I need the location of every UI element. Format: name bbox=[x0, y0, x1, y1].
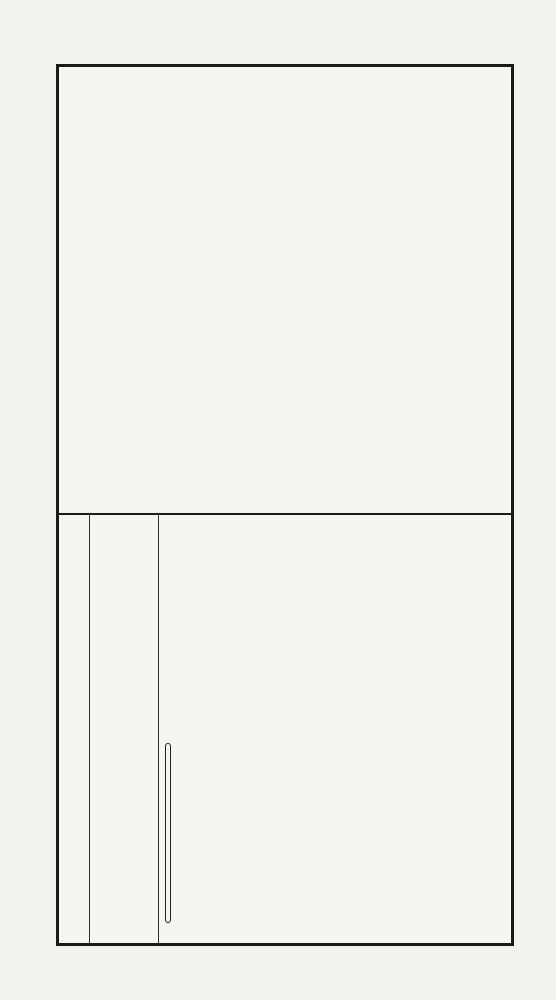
header-legend bbox=[89, 513, 158, 943]
catalog-frame bbox=[56, 64, 514, 946]
bottom-table bbox=[59, 513, 511, 943]
bottom-right-table bbox=[271, 513, 511, 943]
top-table bbox=[59, 67, 511, 515]
bottom-left-table bbox=[59, 513, 89, 943]
note-box bbox=[165, 743, 171, 923]
center-title-block bbox=[158, 513, 271, 943]
